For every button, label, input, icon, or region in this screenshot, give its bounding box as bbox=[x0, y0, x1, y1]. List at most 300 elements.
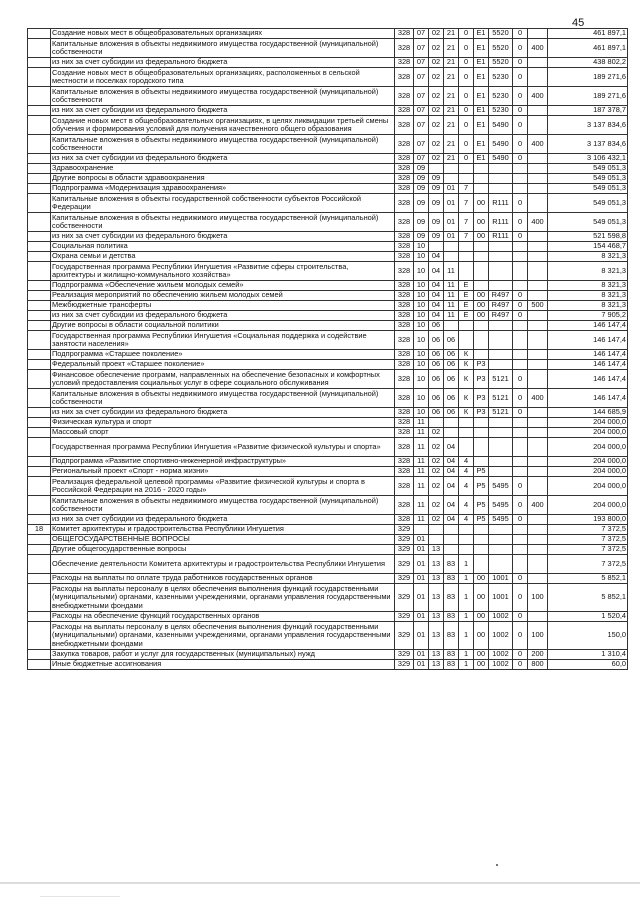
cell-code-project bbox=[474, 545, 489, 555]
cell-item-name: Массовый спорт bbox=[51, 428, 395, 438]
cell-code-vr bbox=[528, 116, 548, 135]
cell-item-name: ОБЩЕГОСУДАРСТВЕННЫЕ ВОПРОСЫ bbox=[51, 535, 395, 545]
cell-code-ved: 328 bbox=[395, 360, 414, 370]
cell-code-vr bbox=[528, 281, 548, 291]
cell-code-ved: 328 bbox=[395, 350, 414, 360]
cell-code-subprogram: 0 bbox=[459, 116, 474, 135]
cell-code-ved: 328 bbox=[395, 457, 414, 467]
cell-item-name: Создание новых мест в общеобразовательных организациях, в целях ликвидации третьей смены обучения и формирования условий для получения качественного общего образования bbox=[51, 116, 395, 135]
cell-item-name: Расходы на выплаты по оплате труда работников государственных органов bbox=[51, 574, 395, 584]
cell-item-name: из них за счет субсидии из федерального бюджета bbox=[51, 232, 395, 242]
cell-code-pr: 06 bbox=[429, 408, 444, 418]
cell-amount: 5 852,1 bbox=[548, 574, 628, 584]
cell-item-name: Федеральный проект «Старшее поколение» bbox=[51, 360, 395, 370]
cell-code-ved: 329 bbox=[395, 584, 414, 612]
cell-code-direction: 5230 bbox=[489, 87, 513, 106]
table-row bbox=[28, 87, 628, 106]
cell-code-subprogram: 0 bbox=[459, 39, 474, 58]
cell-amount: 204 000,0 bbox=[548, 438, 628, 457]
table-row bbox=[28, 232, 628, 242]
table-row bbox=[28, 213, 628, 232]
cell-code-extra: 0 bbox=[513, 68, 528, 87]
cell-code-program: 04 bbox=[444, 467, 459, 477]
cell-amount: 549 051,3 bbox=[548, 184, 628, 194]
cell-row-index bbox=[28, 457, 51, 467]
cell-item-name: Государственная программа Республики Ингушетия «Развитие сферы строительства, архитектуры и жилищно-коммунального хозяйства» bbox=[51, 262, 395, 281]
cell-code-pr: 02 bbox=[429, 457, 444, 467]
cell-code-subprogram bbox=[459, 545, 474, 555]
cell-amount: 7 372,5 bbox=[548, 555, 628, 574]
cell-code-rz: 07 bbox=[414, 135, 429, 154]
cell-code-direction: 5520 bbox=[489, 29, 513, 39]
cell-code-project: 00 bbox=[474, 574, 489, 584]
cell-code-pr: 02 bbox=[429, 515, 444, 525]
table-row bbox=[28, 68, 628, 87]
cell-amount: 5 852,1 bbox=[548, 584, 628, 612]
table-row bbox=[28, 418, 628, 428]
cell-row-index bbox=[28, 301, 51, 311]
cell-code-vr bbox=[528, 194, 548, 213]
cell-code-program: 11 bbox=[444, 262, 459, 281]
cell-code-ved: 328 bbox=[395, 418, 414, 428]
cell-code-vr bbox=[528, 291, 548, 301]
cell-code-program: 06 bbox=[444, 370, 459, 389]
cell-item-name: Охрана семьи и детства bbox=[51, 252, 395, 262]
cell-amount: 1 310,4 bbox=[548, 650, 628, 660]
cell-code-vr bbox=[528, 418, 548, 428]
cell-code-vr bbox=[528, 428, 548, 438]
cell-code-program: 04 bbox=[444, 457, 459, 467]
cell-code-direction: 5495 bbox=[489, 496, 513, 515]
cell-code-program: 11 bbox=[444, 301, 459, 311]
cell-code-vr bbox=[528, 545, 548, 555]
cell-code-project bbox=[474, 174, 489, 184]
cell-code-program: 83 bbox=[444, 584, 459, 612]
cell-row-index bbox=[28, 116, 51, 135]
cell-code-pr: 02 bbox=[429, 477, 444, 496]
cell-code-rz: 07 bbox=[414, 106, 429, 116]
cell-row-index bbox=[28, 370, 51, 389]
cell-code-extra bbox=[513, 321, 528, 331]
cell-code-program: 21 bbox=[444, 154, 459, 164]
cell-amount: 461 897,1 bbox=[548, 29, 628, 39]
cell-code-program: 21 bbox=[444, 106, 459, 116]
cell-row-index bbox=[28, 408, 51, 418]
cell-code-program: 01 bbox=[444, 194, 459, 213]
cell-row-index bbox=[28, 164, 51, 174]
cell-code-extra bbox=[513, 555, 528, 574]
cell-code-project bbox=[474, 350, 489, 360]
cell-code-program: 04 bbox=[444, 496, 459, 515]
cell-item-name: Капитальные вложения в объекты недвижимого имущества государственной (муниципальной) собственности bbox=[51, 213, 395, 232]
cell-code-pr: 13 bbox=[429, 660, 444, 670]
cell-code-project: Р3 bbox=[474, 389, 489, 408]
cell-item-name: Государственная программа Республики Ингушетия «Социальная поддержка и содействие занятости населения» bbox=[51, 331, 395, 350]
cell-row-index bbox=[28, 622, 51, 650]
cell-code-rz: 10 bbox=[414, 281, 429, 291]
cell-code-rz: 07 bbox=[414, 68, 429, 87]
scan-speck bbox=[496, 864, 498, 866]
cell-code-direction bbox=[489, 242, 513, 252]
cell-amount: 8 321,3 bbox=[548, 262, 628, 281]
cell-code-direction bbox=[489, 555, 513, 574]
cell-code-subprogram: 7 bbox=[459, 184, 474, 194]
cell-code-rz: 01 bbox=[414, 660, 429, 670]
cell-code-extra: 0 bbox=[513, 29, 528, 39]
cell-code-subprogram bbox=[459, 418, 474, 428]
cell-code-program: 21 bbox=[444, 116, 459, 135]
cell-code-pr: 02 bbox=[429, 58, 444, 68]
cell-code-direction: 5121 bbox=[489, 370, 513, 389]
cell-code-pr: 04 bbox=[429, 252, 444, 262]
cell-code-pr: 02 bbox=[429, 106, 444, 116]
cell-code-direction bbox=[489, 457, 513, 467]
cell-code-rz: 11 bbox=[414, 418, 429, 428]
cell-code-program: 21 bbox=[444, 135, 459, 154]
cell-code-program bbox=[444, 525, 459, 535]
cell-amount: 8 321,3 bbox=[548, 281, 628, 291]
cell-code-ved: 329 bbox=[395, 525, 414, 535]
cell-code-project: 00 bbox=[474, 232, 489, 242]
cell-row-index bbox=[28, 252, 51, 262]
table-row bbox=[28, 164, 628, 174]
cell-code-direction: 5490 bbox=[489, 135, 513, 154]
cell-code-direction bbox=[489, 184, 513, 194]
cell-code-pr: 06 bbox=[429, 370, 444, 389]
cell-code-subprogram bbox=[459, 164, 474, 174]
cell-code-vr bbox=[528, 184, 548, 194]
cell-code-rz: 01 bbox=[414, 545, 429, 555]
cell-code-direction bbox=[489, 174, 513, 184]
cell-code-rz: 09 bbox=[414, 164, 429, 174]
cell-code-rz: 10 bbox=[414, 321, 429, 331]
cell-code-ved: 328 bbox=[395, 281, 414, 291]
cell-code-vr: 400 bbox=[528, 39, 548, 58]
cell-code-project: 00 bbox=[474, 584, 489, 612]
cell-code-program: 01 bbox=[444, 232, 459, 242]
table-row bbox=[28, 515, 628, 525]
cell-amount: 204 000,0 bbox=[548, 428, 628, 438]
cell-row-index bbox=[28, 58, 51, 68]
cell-code-vr bbox=[528, 535, 548, 545]
cell-code-rz: 01 bbox=[414, 650, 429, 660]
cell-code-vr bbox=[528, 29, 548, 39]
cell-code-project bbox=[474, 262, 489, 281]
cell-code-direction: 5490 bbox=[489, 116, 513, 135]
cell-code-program: 21 bbox=[444, 68, 459, 87]
cell-code-program: 83 bbox=[444, 650, 459, 660]
cell-item-name: Капитальные вложения в объекты недвижимого имущества государственной (муниципальной) собственности bbox=[51, 39, 395, 58]
cell-item-name: из них за счет субсидии из федерального бюджета bbox=[51, 58, 395, 68]
cell-code-project: 00 bbox=[474, 194, 489, 213]
cell-code-vr bbox=[528, 457, 548, 467]
cell-code-pr: 02 bbox=[429, 428, 444, 438]
cell-code-program: 21 bbox=[444, 39, 459, 58]
cell-code-direction bbox=[489, 331, 513, 350]
cell-code-direction: 1002 bbox=[489, 650, 513, 660]
table-row bbox=[28, 408, 628, 418]
cell-code-vr bbox=[528, 164, 548, 174]
cell-code-direction: 5495 bbox=[489, 515, 513, 525]
cell-amount: 549 051,3 bbox=[548, 174, 628, 184]
cell-code-ved: 328 bbox=[395, 106, 414, 116]
cell-code-vr bbox=[528, 350, 548, 360]
cell-code-direction: 5495 bbox=[489, 477, 513, 496]
cell-code-subprogram: 7 bbox=[459, 213, 474, 232]
cell-code-extra bbox=[513, 184, 528, 194]
cell-code-vr bbox=[528, 477, 548, 496]
cell-code-vr bbox=[528, 106, 548, 116]
cell-code-rz: 09 bbox=[414, 213, 429, 232]
table-row bbox=[28, 116, 628, 135]
cell-code-pr: 02 bbox=[429, 29, 444, 39]
cell-item-name: Капитальные вложения в объекты недвижимого имущества государственной (муниципальной) собственности bbox=[51, 496, 395, 515]
cell-code-vr: 400 bbox=[528, 87, 548, 106]
cell-code-subprogram: 1 bbox=[459, 650, 474, 660]
cell-amount: 193 800,0 bbox=[548, 515, 628, 525]
cell-code-direction: 1002 bbox=[489, 612, 513, 622]
cell-code-extra: 0 bbox=[513, 650, 528, 660]
cell-code-pr: 02 bbox=[429, 438, 444, 457]
cell-code-direction: 1001 bbox=[489, 574, 513, 584]
cell-row-index bbox=[28, 477, 51, 496]
cell-code-pr: 13 bbox=[429, 650, 444, 660]
table-row bbox=[28, 58, 628, 68]
cell-row-index bbox=[28, 574, 51, 584]
cell-amount: 461 897,1 bbox=[548, 39, 628, 58]
cell-code-subprogram: Е bbox=[459, 291, 474, 301]
cell-row-index bbox=[28, 311, 51, 321]
cell-code-rz: 01 bbox=[414, 612, 429, 622]
cell-code-rz: 01 bbox=[414, 555, 429, 574]
cell-code-subprogram bbox=[459, 331, 474, 350]
cell-code-subprogram: 7 bbox=[459, 232, 474, 242]
cell-code-rz: 10 bbox=[414, 360, 429, 370]
cell-row-index bbox=[28, 262, 51, 281]
cell-code-subprogram: К bbox=[459, 350, 474, 360]
cell-code-extra: 0 bbox=[513, 622, 528, 650]
cell-code-direction: 1002 bbox=[489, 660, 513, 670]
cell-code-direction bbox=[489, 321, 513, 331]
cell-code-program bbox=[444, 418, 459, 428]
cell-code-extra: 0 bbox=[513, 39, 528, 58]
cell-code-vr bbox=[528, 252, 548, 262]
cell-row-index bbox=[28, 184, 51, 194]
cell-code-vr bbox=[528, 232, 548, 242]
cell-code-subprogram: Е bbox=[459, 301, 474, 311]
cell-code-vr bbox=[528, 467, 548, 477]
cell-code-project bbox=[474, 418, 489, 428]
cell-code-program: 04 bbox=[444, 438, 459, 457]
cell-code-rz: 10 bbox=[414, 242, 429, 252]
cell-code-ved: 328 bbox=[395, 87, 414, 106]
cell-code-subprogram: Е bbox=[459, 281, 474, 291]
cell-code-extra bbox=[513, 262, 528, 281]
cell-code-project bbox=[474, 242, 489, 252]
scan-shadow bbox=[40, 896, 120, 897]
cell-code-vr bbox=[528, 408, 548, 418]
cell-row-index bbox=[28, 68, 51, 87]
cell-code-vr bbox=[528, 515, 548, 525]
cell-code-vr: 400 bbox=[528, 135, 548, 154]
cell-code-ved: 328 bbox=[395, 515, 414, 525]
table-row bbox=[28, 467, 628, 477]
table-row bbox=[28, 428, 628, 438]
table-row bbox=[28, 360, 628, 370]
cell-item-name: Финансовое обеспечение программ, направленных на обеспечение безопасных и комфортных условий предоставления социальных услуг в сфере социального обслуживания bbox=[51, 370, 395, 389]
cell-code-vr bbox=[528, 360, 548, 370]
table-row bbox=[28, 311, 628, 321]
cell-item-name: Государственная программа Республики Ингушетия «Развитие физической культуры и спорта» bbox=[51, 438, 395, 457]
table-row bbox=[28, 574, 628, 584]
cell-code-project: 00 bbox=[474, 622, 489, 650]
cell-code-subprogram: К bbox=[459, 408, 474, 418]
cell-item-name: Расходы на выплаты персоналу в целях обеспечения выполнения функций государственными (муниципальными) органами, казенными учреждениями, органами управления государственными внебюджетными фондами bbox=[51, 622, 395, 650]
cell-code-program bbox=[444, 545, 459, 555]
cell-code-extra: 0 bbox=[513, 135, 528, 154]
cell-item-name: Иные бюджетные ассигнования bbox=[51, 660, 395, 670]
cell-code-direction bbox=[489, 164, 513, 174]
cell-code-project bbox=[474, 164, 489, 174]
cell-amount: 60,0 bbox=[548, 660, 628, 670]
cell-code-direction bbox=[489, 360, 513, 370]
cell-code-vr: 400 bbox=[528, 496, 548, 515]
cell-code-vr bbox=[528, 242, 548, 252]
cell-code-project: E1 bbox=[474, 39, 489, 58]
cell-code-project: 00 bbox=[474, 612, 489, 622]
cell-code-direction: 5230 bbox=[489, 68, 513, 87]
cell-code-program: 06 bbox=[444, 360, 459, 370]
cell-code-rz bbox=[414, 525, 429, 535]
cell-code-direction: R111 bbox=[489, 194, 513, 213]
cell-item-name: из них за счет субсидии из федерального бюджета bbox=[51, 408, 395, 418]
cell-code-direction bbox=[489, 281, 513, 291]
cell-amount: 150,0 bbox=[548, 622, 628, 650]
cell-code-project bbox=[474, 438, 489, 457]
cell-code-program: 21 bbox=[444, 58, 459, 68]
cell-code-program bbox=[444, 321, 459, 331]
cell-code-direction bbox=[489, 418, 513, 428]
cell-code-program: 06 bbox=[444, 331, 459, 350]
cell-code-vr: 100 bbox=[528, 584, 548, 612]
table-row bbox=[28, 612, 628, 622]
cell-amount: 146 147,4 bbox=[548, 350, 628, 360]
cell-code-program bbox=[444, 174, 459, 184]
cell-code-rz: 07 bbox=[414, 29, 429, 39]
cell-code-ved: 328 bbox=[395, 389, 414, 408]
table-row bbox=[28, 301, 628, 311]
cell-code-pr: 06 bbox=[429, 360, 444, 370]
cell-item-name: из них за счет субсидии из федерального бюджета bbox=[51, 515, 395, 525]
cell-code-project bbox=[474, 428, 489, 438]
cell-code-direction bbox=[489, 545, 513, 555]
cell-amount: 144 685,9 bbox=[548, 408, 628, 418]
cell-code-rz: 07 bbox=[414, 116, 429, 135]
cell-item-name: Капитальные вложения в объекты недвижимого имущества государственной (муниципальной) собственности bbox=[51, 389, 395, 408]
table-body bbox=[28, 29, 628, 670]
cell-code-project: E1 bbox=[474, 58, 489, 68]
cell-code-subprogram: 1 bbox=[459, 660, 474, 670]
cell-code-vr bbox=[528, 612, 548, 622]
cell-code-direction: 1002 bbox=[489, 622, 513, 650]
cell-code-subprogram: 7 bbox=[459, 194, 474, 213]
cell-code-subprogram: К bbox=[459, 360, 474, 370]
cell-code-subprogram: 1 bbox=[459, 555, 474, 574]
cell-code-pr: 09 bbox=[429, 184, 444, 194]
cell-code-extra bbox=[513, 242, 528, 252]
cell-row-index bbox=[28, 418, 51, 428]
cell-code-project: 00 bbox=[474, 291, 489, 301]
cell-code-ved: 328 bbox=[395, 477, 414, 496]
cell-code-direction bbox=[489, 428, 513, 438]
cell-code-pr bbox=[429, 242, 444, 252]
cell-code-extra: 0 bbox=[513, 612, 528, 622]
cell-code-pr: 06 bbox=[429, 331, 444, 350]
cell-code-extra: 0 bbox=[513, 194, 528, 213]
cell-code-program: 83 bbox=[444, 660, 459, 670]
cell-code-direction bbox=[489, 438, 513, 457]
cell-code-pr: 09 bbox=[429, 232, 444, 242]
cell-code-pr: 13 bbox=[429, 555, 444, 574]
cell-code-direction: R111 bbox=[489, 213, 513, 232]
cell-code-program bbox=[444, 535, 459, 545]
cell-code-ved: 328 bbox=[395, 68, 414, 87]
cell-code-ved: 328 bbox=[395, 174, 414, 184]
cell-code-project: Р5 bbox=[474, 515, 489, 525]
cell-code-rz: 07 bbox=[414, 154, 429, 164]
cell-code-extra: 0 bbox=[513, 660, 528, 670]
cell-code-extra: 0 bbox=[513, 574, 528, 584]
cell-code-subprogram: 1 bbox=[459, 584, 474, 612]
cell-item-name: из них за счет субсидии из федерального бюджета bbox=[51, 154, 395, 164]
cell-item-name: Обеспечение деятельности Комитета архитектуры и градостроительства Республики Ингушетия bbox=[51, 555, 395, 574]
cell-code-rz: 10 bbox=[414, 350, 429, 360]
cell-code-pr: 09 bbox=[429, 194, 444, 213]
cell-code-pr bbox=[429, 418, 444, 428]
cell-item-name: Капитальные вложения в объекты недвижимого имущества государственной (муниципальной) собственности bbox=[51, 87, 395, 106]
cell-code-rz: 11 bbox=[414, 496, 429, 515]
cell-code-extra bbox=[513, 438, 528, 457]
cell-row-index bbox=[28, 496, 51, 515]
cell-item-name: Создание новых мест в общеобразовательных организациях, расположенных в сельской местности и поселках городского типа bbox=[51, 68, 395, 87]
cell-code-ved: 328 bbox=[395, 331, 414, 350]
cell-code-ved: 328 bbox=[395, 116, 414, 135]
cell-code-project bbox=[474, 535, 489, 545]
cell-code-extra: 0 bbox=[513, 496, 528, 515]
cell-code-project: E1 bbox=[474, 29, 489, 39]
cell-code-direction: 5520 bbox=[489, 58, 513, 68]
cell-code-ved: 329 bbox=[395, 660, 414, 670]
cell-code-program: 01 bbox=[444, 184, 459, 194]
cell-code-ved: 328 bbox=[395, 184, 414, 194]
cell-code-extra bbox=[513, 350, 528, 360]
cell-amount: 146 147,4 bbox=[548, 389, 628, 408]
cell-code-vr: 800 bbox=[528, 660, 548, 670]
table-row bbox=[28, 106, 628, 116]
cell-item-name: Расходы на выплаты персоналу в целях обеспечения выполнения функций государственными (муниципальными) органами, казенными учреждениями, органами управления государственными внебюджетными фондами bbox=[51, 584, 395, 612]
cell-code-program: 11 bbox=[444, 291, 459, 301]
cell-code-ved: 328 bbox=[395, 467, 414, 477]
cell-code-subprogram: 4 bbox=[459, 467, 474, 477]
cell-row-index bbox=[28, 389, 51, 408]
cell-code-extra bbox=[513, 457, 528, 467]
cell-amount: 146 147,4 bbox=[548, 331, 628, 350]
cell-code-program: 83 bbox=[444, 555, 459, 574]
cell-code-program bbox=[444, 242, 459, 252]
cell-row-index bbox=[28, 29, 51, 39]
cell-amount: 204 000,0 bbox=[548, 467, 628, 477]
cell-code-project: 00 bbox=[474, 301, 489, 311]
